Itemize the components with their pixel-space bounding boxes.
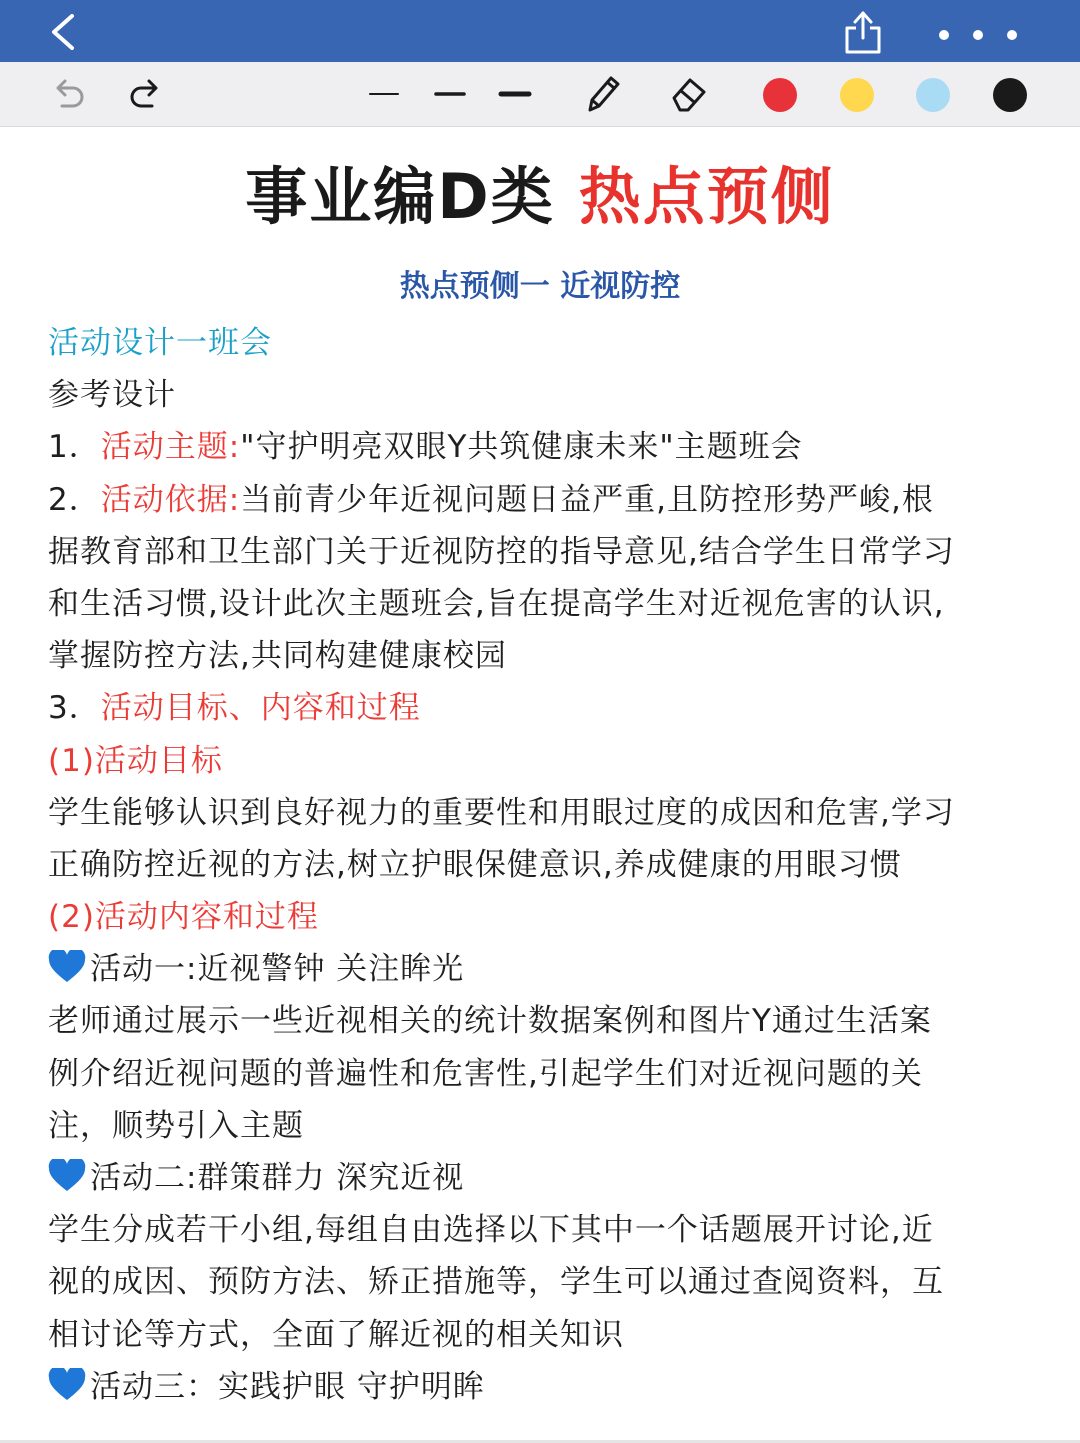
item-3-number: 3． — [48, 690, 101, 727]
thick-stroke-icon[interactable] — [498, 76, 532, 112]
page-subtitle: 热点预侧一 近视防控 — [399, 269, 681, 304]
item-2-label: 活动依据: — [100, 481, 241, 518]
goal-text-line: 学生能够认识到良好视力的重要性和用眼过度的成因和危害,学习 — [48, 794, 955, 831]
section-heading: 活动设计一班会 — [48, 325, 272, 361]
redo-icon[interactable] — [126, 76, 166, 112]
thin-stroke-icon[interactable] — [368, 76, 400, 112]
title-accent: 热点预侧 — [578, 160, 835, 233]
item-3 — [48, 682, 1038, 734]
color-red-swatch[interactable] — [763, 78, 797, 112]
item-2-text-line: 和生活习惯,设计此次主题班会,旨在提高学生对近视危害的认识, — [48, 585, 945, 622]
activity-2-text-line: 相讨论等方式，全面了解近视的相关知识 — [48, 1316, 624, 1353]
item-1-label: 活动主题: — [100, 429, 241, 466]
activity-3-title — [48, 1361, 1038, 1413]
blue-heart-icon — [48, 1159, 86, 1193]
item-2-text-line: 据教育部和卫生部门关于近视防控的指导意见,结合学生日常学习 — [48, 533, 955, 570]
activity-1-text-line: 例介绍近视问题的普遍性和危害性,引起学生们对近视问题的关 — [48, 1055, 923, 1092]
activity-2-text-line: 视的成因、预防方法、矫正措施等，学生可以通过查阅资料，互 — [48, 1264, 944, 1301]
activity-1-text-line: 注，顺势引入主题 — [48, 1107, 304, 1144]
activity-3-title-text: 活动三：实践护眼 守护明眸 — [90, 1368, 485, 1405]
page-title — [0, 157, 1080, 237]
item-3-label: 活动目标、内容和过程 — [100, 690, 421, 727]
medium-stroke-icon[interactable] — [434, 76, 466, 112]
color-black-swatch[interactable] — [993, 78, 1027, 112]
document-page — [0, 127, 1080, 1443]
goal-heading: (1)活动目标 — [48, 742, 223, 779]
blue-heart-icon — [48, 1368, 86, 1402]
activity-2-title-text: 活动二:群策群力 深究近视 — [90, 1160, 465, 1196]
activity-1-title — [48, 943, 1038, 995]
document-body — [48, 317, 1038, 1413]
item-1-number: 1． — [48, 429, 101, 466]
activity-2-text-line: 学生分成若干小组,每组自由选择以下其中一个话题展开讨论,近 — [48, 1212, 934, 1249]
undo-icon[interactable] — [48, 76, 88, 112]
reference-design-label: 参考设计 — [48, 377, 176, 414]
title-main: 事业编D类 — [245, 160, 555, 233]
top-app-bar — [0, 0, 1080, 62]
item-2-text-line: 掌握防控方法,共同构建健康校园 — [48, 638, 507, 675]
goal-text-line: 正确防控近视的方法,树立护眼保健意识,养成健康的用眼习惯 — [48, 846, 902, 883]
item-1-text: "守护明亮双眼Y共筑健康未来"主题班会 — [240, 429, 803, 466]
item-1 — [48, 421, 1038, 473]
activity-2-title — [48, 1152, 1038, 1204]
item-2 — [48, 474, 1038, 526]
color-light-blue-swatch[interactable] — [916, 78, 950, 112]
activity-1-text-line: 老师通过展示一些近视相关的统计数据案例和图片Y通过生活案 — [48, 1003, 932, 1040]
process-heading: (2)活动内容和过程 — [48, 899, 319, 936]
blue-heart-icon — [48, 950, 86, 984]
eraser-icon[interactable] — [668, 72, 710, 116]
share-icon[interactable] — [842, 10, 884, 56]
item-2-text-line: 当前青少年近视问题日益严重,且防控形势严峻,根 — [240, 481, 934, 518]
item-2-number: 2． — [48, 481, 101, 518]
color-yellow-swatch[interactable] — [840, 78, 874, 112]
more-options-icon[interactable] — [930, 22, 1026, 48]
activity-1-title-text: 活动一:近视警钟 关注眸光 — [90, 951, 465, 988]
back-chevron-icon[interactable] — [44, 12, 84, 52]
pencil-icon[interactable] — [582, 72, 622, 116]
